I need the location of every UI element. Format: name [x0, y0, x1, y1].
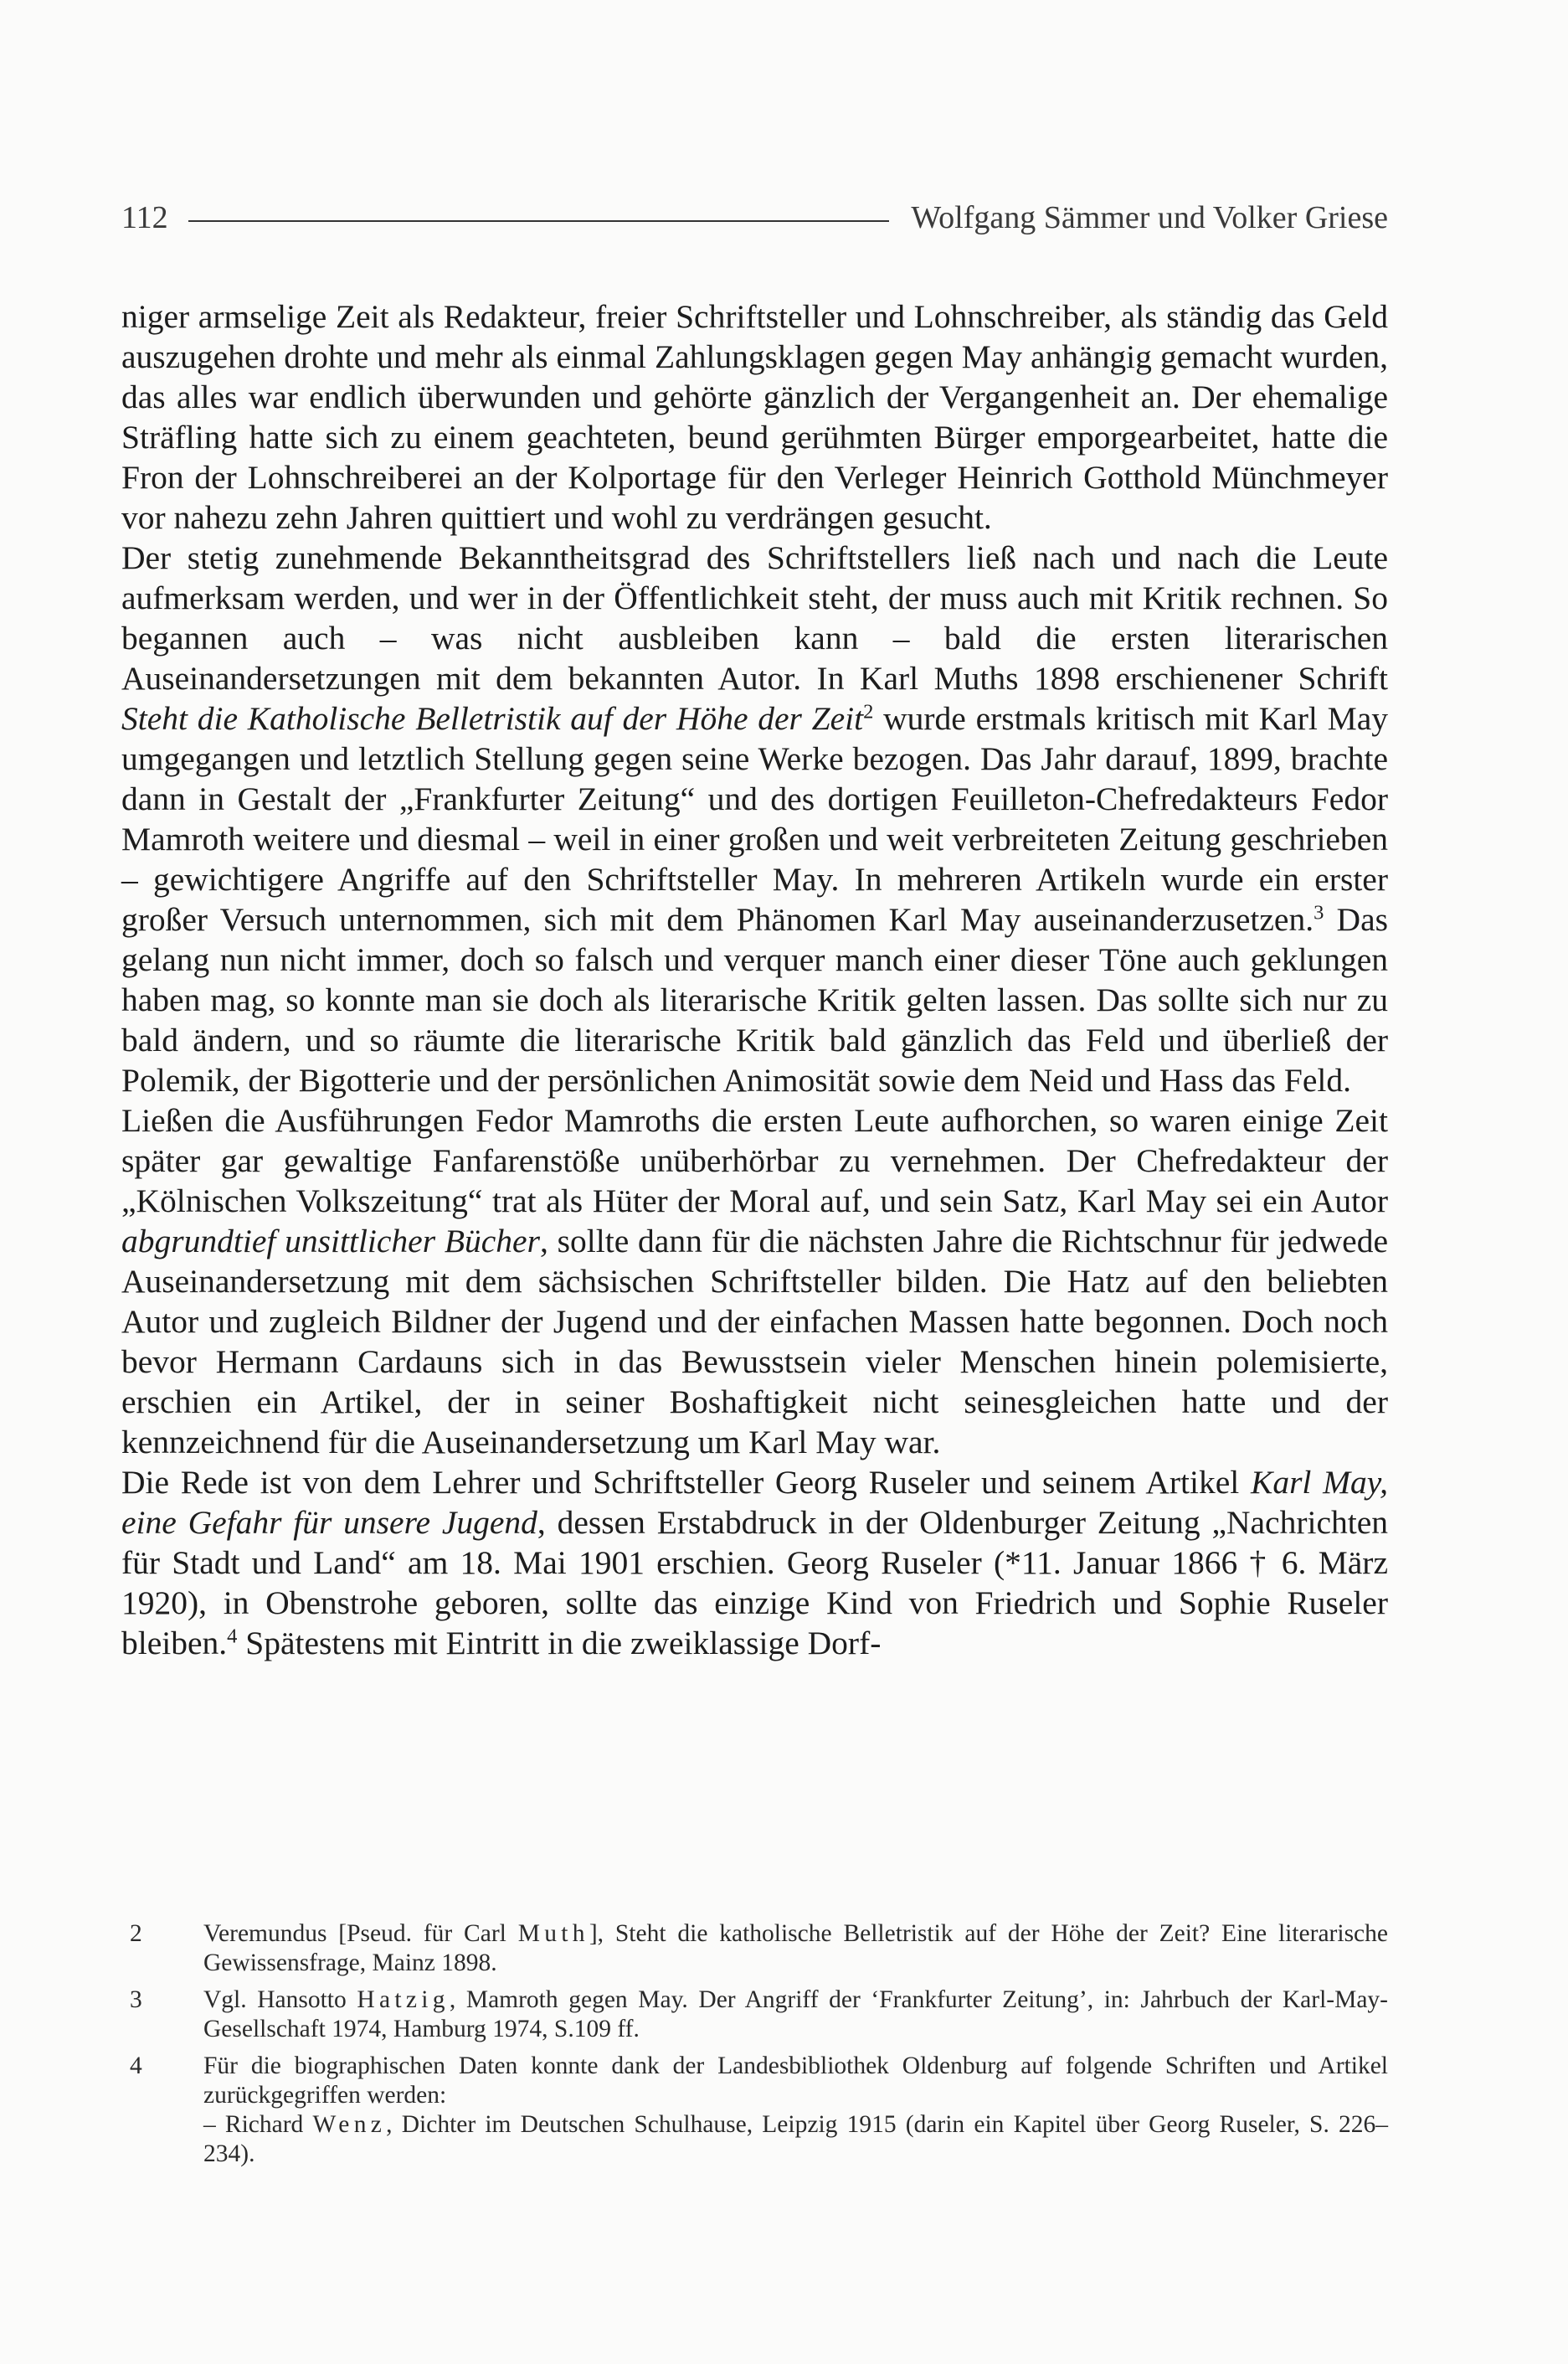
footnote-3-text-a: Vgl. Hansotto	[203, 1986, 357, 2013]
footnote-ref-4[interactable]: 4	[227, 1625, 238, 1648]
footnote-2-text-a: Veremundus [Pseud. für Carl	[203, 1920, 518, 1947]
running-title: Wolfgang Sämmer und Volker Griese	[911, 200, 1388, 235]
paragraph-2-text-b: wurde erstmals kritisch mit Karl May umgegangen und letztlich Stellung gegen seine Werke bezogen. Das Jahr darauf, 1899, brachte dann in Gestalt der „Frankfurter Zeitung“ und des dortigen Feuilleton-Chefredakteurs Fedor Mamroth weitere und diesmal – weil in einer großen und weit verbreiteten Zeitung geschrieben – gewichtigere Angriffe auf den Schriftsteller May. In mehreren Artikeln wurde ein erster großer Versuch unternommen, sich mit dem Phänomen Karl May auseinanderzusetzen.	[121, 700, 1388, 938]
paragraph-2	[121, 538, 1388, 1100]
footnote-2	[121, 1919, 1388, 1978]
book-title-italic: Steht die Katholische Belletristik auf der Höhe der Zeit	[121, 700, 864, 737]
footnote-2-author: Muth	[517, 1920, 589, 1947]
footnote-3-author: Hatzig	[357, 1986, 450, 2013]
paragraph-1	[121, 296, 1388, 538]
footnote-4	[121, 2052, 1388, 2169]
header-rule	[188, 220, 890, 222]
footnote-ref-2[interactable]: 2	[863, 700, 874, 724]
footnote-3-number: 3	[130, 1986, 142, 2013]
paragraph-3-text-a: Ließen die Ausführungen Fedor Mamroths die ersten Leute aufhorchen, so waren einige Zeit später gar gewaltige Fanfarenstöße unüberhörbar zu vernehmen. Der Chefredakteur der „Kölnischen Volkszeitung“ trat als Hüter der Moral auf, und sein Satz, Karl May sei ein Autor	[121, 1102, 1388, 1219]
paragraph-4	[121, 1462, 1388, 1663]
footnote-ref-3[interactable]: 3	[1314, 901, 1324, 924]
footnote-4-sub-text-b: , Dichter im Deutschen Schulhause, Leipzig 1915 (darin ein Kapitel über Georg Ruseler, S. 226–234).	[203, 2111, 1388, 2167]
footnote-4-text: Für die biographischen Daten konnte dank der Landesbibliothek Oldenburg auf folgende Schriften und Artikel zurückgegriffen werden:	[203, 2052, 1388, 2109]
paragraph-4-text-a: Die Rede ist von dem Lehrer und Schriftsteller Georg Ruseler und seinem Artikel	[121, 1464, 1251, 1501]
footnote-4-number: 4	[130, 2052, 142, 2079]
paragraph-4-text-c: Spätestens mit Eintritt in die zweiklassige Dorf-	[237, 1625, 882, 1661]
footnote-3-text-b: , Mamroth gegen May. Der Angriff der ‘Frankfurter Zeitung’, in: Jahrbuch der Karl-May-Gesellschaft 1974, Hamburg 1974, S.109 ff.	[203, 1986, 1388, 2042]
quote-italic: abgrundtief unsittlicher Bücher	[121, 1223, 540, 1259]
running-header	[121, 191, 1388, 245]
paragraph-2-text-a: Der stetig zunehmende Bekanntheitsgrad des Schriftstellers ließ nach und nach die Leute aufmerksam werden, und wer in der Öffentlichkeit steht, der muss auch mit Kritik rechnen. So begannen auch – was nicht ausbleiben kann – bald die ersten literarischen Auseinandersetzungen mit dem bekannten Autor. In Karl Muths 1898 erschienener Schrift	[121, 539, 1388, 697]
footnote-2-text-b: ], Steht die katholische Belletristik auf der Höhe der Zeit? Eine literarische Gewissensfrage, Mainz 1898.	[203, 1920, 1388, 1976]
paragraph-3	[121, 1100, 1388, 1462]
page-number: 112	[121, 200, 168, 235]
main-text	[121, 296, 1388, 1663]
paragraph-3-text-b: , sollte dann für die nächsten Jahre die Richtschnur für jedwede Auseinandersetzung mit dem sächsischen Schriftsteller bilden. Die Hatz auf den beliebten Autor und zugleich Bildner der Jugend und der einfachen Massen hatte begonnen. Doch noch bevor Hermann Cardauns sich in das Bewusstsein vieler Menschen hinein polemisierte, erschien ein Artikel, der in seiner Boshaftigkeit nicht seinesgleichen hatte und der kennzeichnend für die Auseinandersetzung um Karl May war.	[121, 1223, 1388, 1460]
footnote-4-sub-text-a: – Richard	[203, 2111, 313, 2138]
article-title-italic: Karl May, eine Gefahr für unsere Jugend	[121, 1464, 1388, 1541]
footnote-3	[121, 1985, 1388, 2044]
footnote-2-number: 2	[130, 1920, 142, 1947]
paragraph-1-text: niger armselige Zeit als Redakteur, freier Schriftsteller und Lohnschreiber, als ständig das Geld auszugehen drohte und mehr als einmal Zahlungsklagen gegen May anhängig gemacht wurden, das alles war endlich überwunden und gehörte gänzlich der Vergangenheit an. Der ehemalige Sträfling hatte sich zu einem geachteten, beund gerühmten Bürger emporgearbeitet, hatte die Fron der Lohnschreiberei an der Kolportage für den Verleger Heinrich Gotthold Münchmeyer vor nahezu zehn Jahren quittiert und wohl zu verdrängen gesucht.	[121, 298, 1388, 536]
paragraph-4-text-b: , dessen Erstabdruck in der Oldenburger Zeitung „Nachrichten für Stadt und Land“ am 18. Mai 1901 erschien. Georg Ruseler (*11. Januar 1866 † 6. März 1920), in Obenstrohe geboren, sollte das einzige Kind von Friedrich und Sophie Ruseler bleiben.	[121, 1504, 1388, 1661]
footnotes	[121, 1919, 1388, 2176]
footnote-4-sub-author: Wenz	[312, 2111, 387, 2138]
paragraph-2-text-c: Das gelang nun nicht immer, doch so falsch und verquer manch einer dieser Töne auch geklungen haben mag, so konnte man sie doch als literarische Kritik gelten lassen. Das sollte sich nur zu bald ändern, und so räumte die literarische Kritik bald gänzlich das Feld und überließ der Polemik, der Bigotterie und der persönlichen Animosität sowie dem Neid und Hass das Feld.	[121, 901, 1388, 1099]
